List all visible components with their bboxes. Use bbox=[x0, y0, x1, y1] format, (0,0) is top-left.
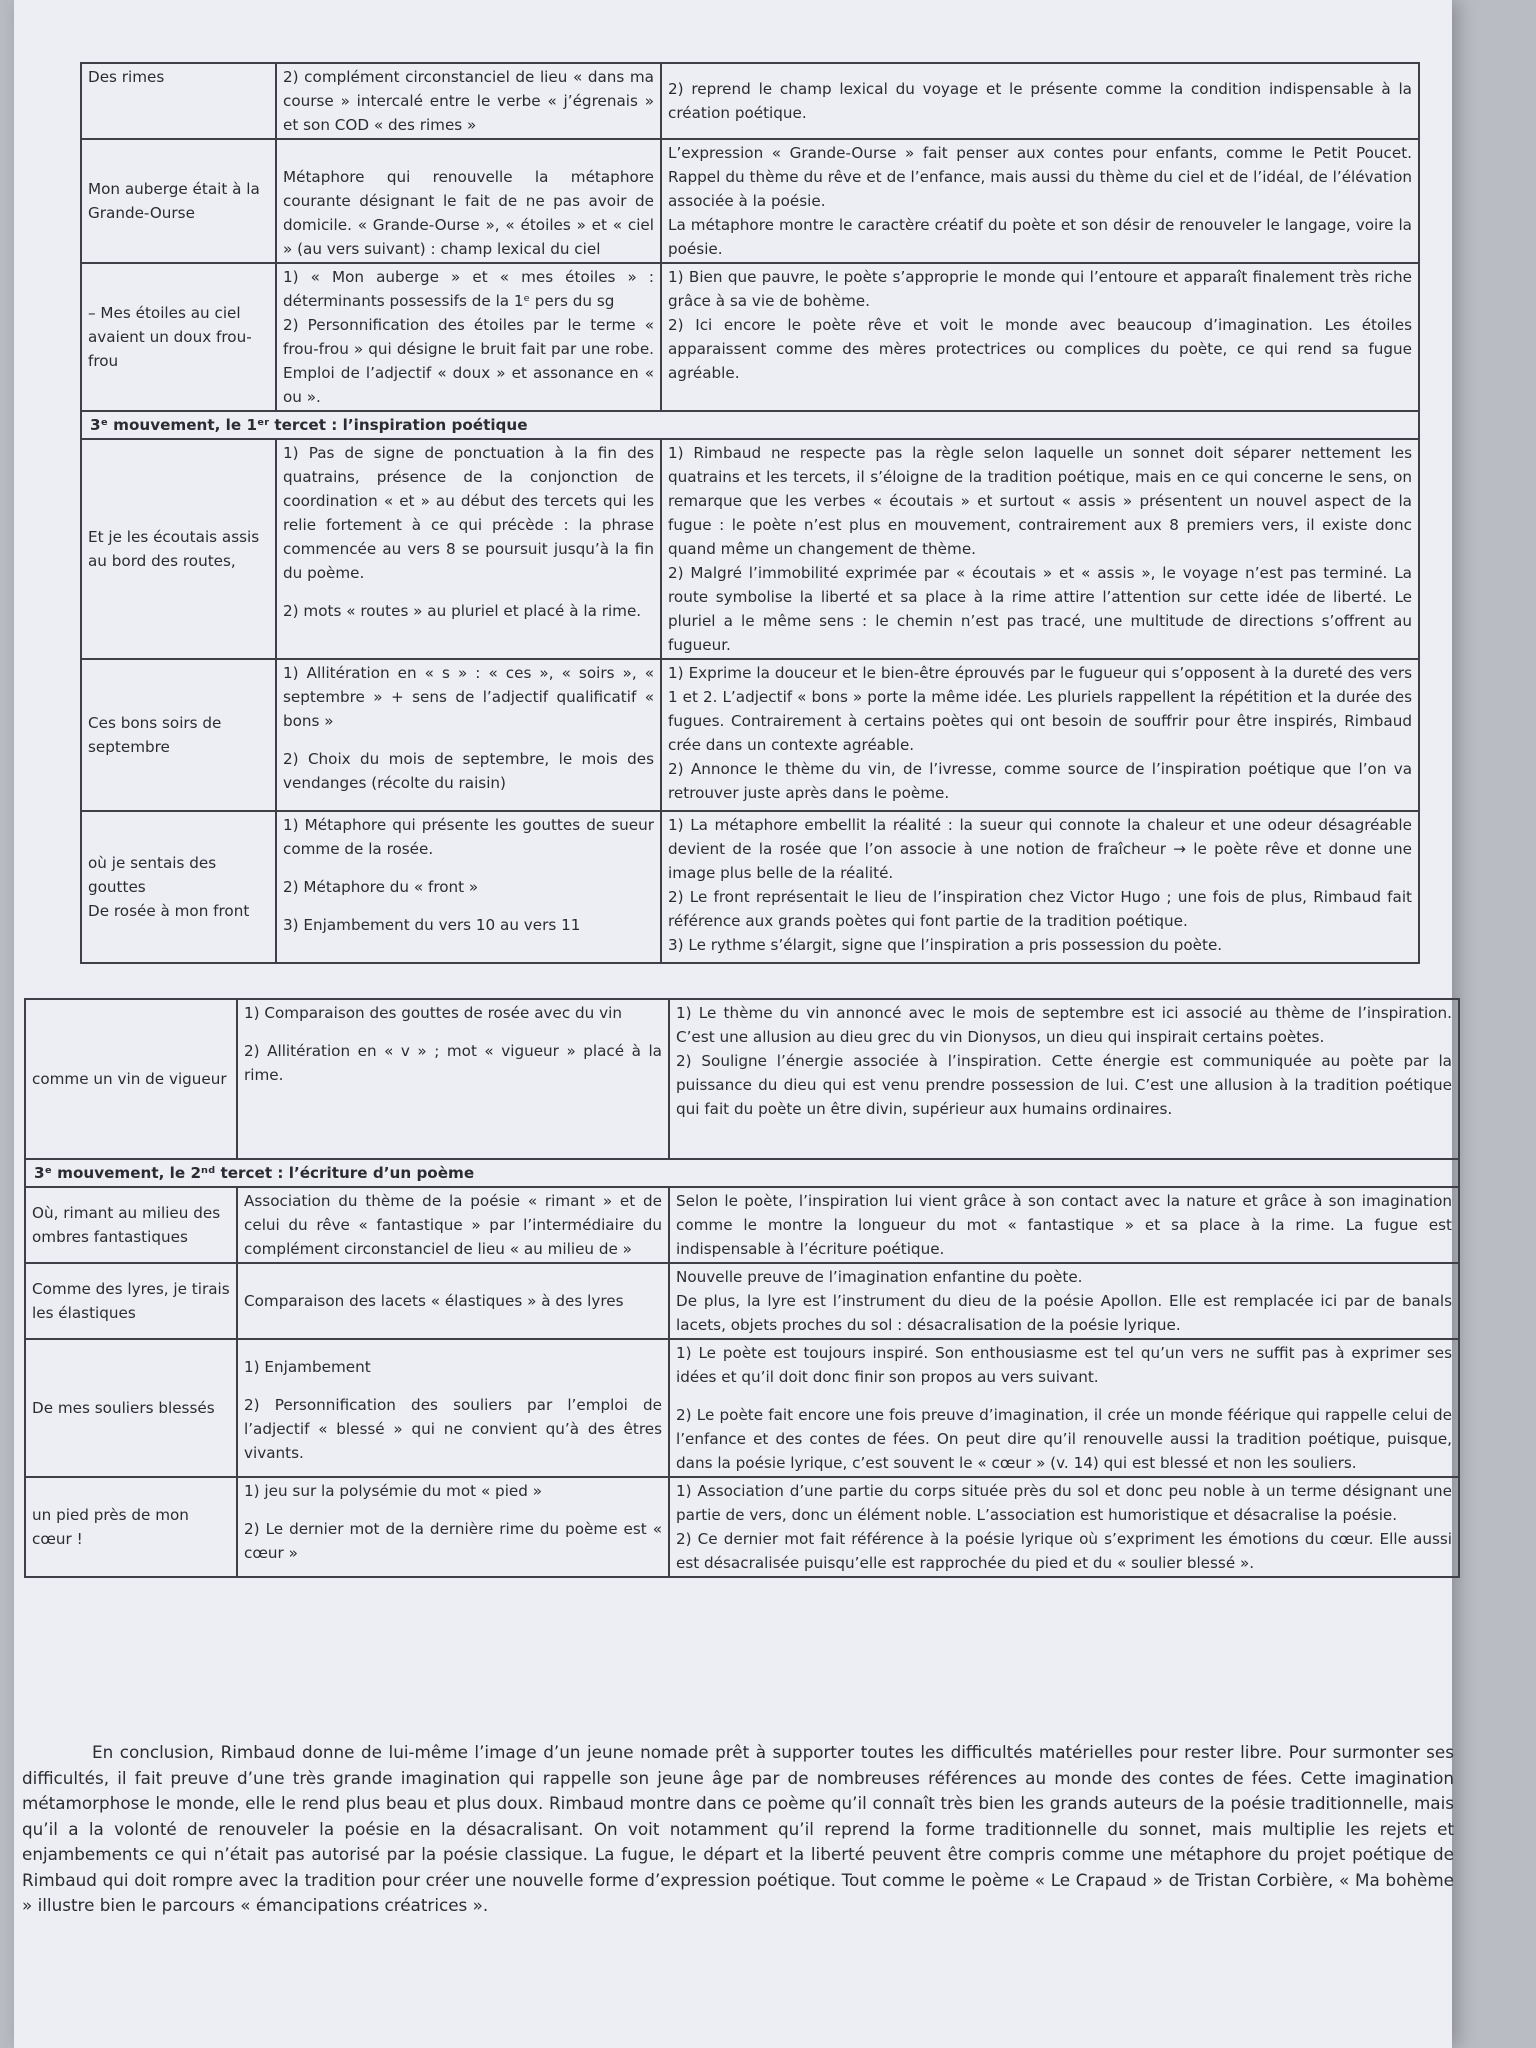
device-text: 1) jeu sur la polysémie du mot « pied » bbox=[244, 1482, 543, 1500]
device-cell bbox=[276, 63, 661, 139]
quote-cell: Et je les écoutais assis au bord des routes, bbox=[81, 439, 276, 659]
spacer bbox=[244, 1379, 662, 1393]
device-text: 1) « Mon auberge » et « mes étoiles » : déterminants possessifs de la 1ᵉ pers du sg bbox=[283, 268, 654, 310]
spacer bbox=[283, 585, 654, 599]
device-text: 2) Personnification des souliers par l’emploi de l’adjectif « blessé » qui ne convient qu’à des êtres vivants. bbox=[244, 1396, 662, 1462]
interpretation-text: 2) Le front représentait le lieu de l’inspiration chez Victor Hugo ; une fois de plus, Rimbaud fait référence aux grands poètes qui font partie de la tradition poétique. bbox=[668, 888, 1412, 930]
interpretation-cell bbox=[661, 263, 1419, 411]
device-cell bbox=[237, 1339, 669, 1477]
device-cell bbox=[276, 263, 661, 411]
device-cell bbox=[237, 999, 669, 1159]
conclusion-paragraph bbox=[22, 1740, 1454, 1919]
interpretation-text: 1) Bien que pauvre, le poète s’approprie le monde qui l’entoure et apparaît finalement très riche grâce à sa vie de bohème. bbox=[668, 268, 1412, 310]
quote-cell: Où, rimant au milieu des ombres fantastiques bbox=[25, 1187, 237, 1263]
interpretation-text: 2) Le poète fait encore une fois preuve d’imagination, il crée un monde féérique qui rappelle celui de l’enfance et des contes de fées. On peut dire qu’il renouvelle aussi la tradition poétique, puisque, dans la poésie lyrique, c’est souvent le « cœur » (v. 14) qui est blessé et non les souliers. bbox=[676, 1406, 1452, 1472]
interpretation-text: 1) La métaphore embellit la réalité : la sueur qui connote la chaleur et une odeur désagréable devient de la rosée que l’on associe à une notion de fraîcheur → le poète rêve et donne une image plus belle de la réalité. bbox=[668, 816, 1412, 882]
interpretation-text: 1) Exprime la douceur et le bien-être éprouvés par le fugueur qui s’opposent à la dureté des vers 1 et 2. L’adjectif « bons » porte la même idée. Les pluriels rappellent la répétition et la durée des fugues. Contrairement à certains poètes qui ont besoin de souffrir pour être inspirés, Rimbaud crée dans un contexte agréable. bbox=[668, 664, 1412, 754]
interpretation-cell bbox=[669, 1263, 1459, 1339]
table-row bbox=[25, 1263, 1459, 1339]
quote-cell: Comme des lyres, je tirais les élastiques bbox=[25, 1263, 237, 1339]
device-text: 1) Comparaison des gouttes de rosée avec du vin bbox=[244, 1004, 622, 1022]
quote-cell: Des rimes bbox=[81, 63, 276, 139]
interpretation-text: 1) Le poète est toujours inspiré. Son enthousiasme est tel qu’un vers ne suffit pas à exprimer ses idées et qu’il doit donc finir son propos au vers suivant. bbox=[676, 1344, 1452, 1386]
interpretation-cell bbox=[669, 1187, 1459, 1263]
table-row bbox=[81, 439, 1419, 659]
table-row bbox=[25, 1477, 1459, 1577]
spacer bbox=[283, 861, 654, 875]
device-text: Métaphore qui renouvelle la métaphore courante désignant le fait de ne pas avoir de domicile. « Grande-Ourse », « étoiles » et « ciel » (au vers suivant) : champ lexical du ciel bbox=[283, 168, 654, 258]
device-text: 1) Allitération en « s » : « ces », « soirs », « septembre » + sens de l’adjectif qualificatif « bons » bbox=[283, 664, 654, 730]
interpretation-cell bbox=[661, 139, 1419, 263]
device-text: Comparaison des lacets « élastiques » à des lyres bbox=[244, 1292, 624, 1310]
device-cell bbox=[237, 1263, 669, 1339]
interpretation-text: 1) Le thème du vin annoncé avec le mois de septembre est ici associé au thème de l’inspiration. C’est une allusion au dieu grec du vin Dionysos, un dieu qui inspirait certains poètes. bbox=[676, 1004, 1452, 1046]
table-row bbox=[81, 263, 1419, 411]
interpretation-text: L’expression « Grande-Ourse » fait penser aux contes pour enfants, comme le Petit Poucet. Rappel du thème du rêve et de l’enfance, mais aussi du thème du ciel et de l’idéal, de l’élévation associée à la poésie. bbox=[668, 144, 1412, 210]
device-text: 2) mots « routes » au pluriel et placé à la rime. bbox=[283, 602, 642, 620]
interpretation-text: 2) Annonce le thème du vin, de l’ivresse, comme source de l’inspiration poétique que l’on va retrouver juste après dans le poème. bbox=[668, 760, 1412, 802]
device-cell bbox=[276, 439, 661, 659]
device-text: 2) Métaphore du « front » bbox=[283, 878, 479, 896]
quote-cell: où je sentais des gouttes De rosée à mon front bbox=[81, 811, 276, 963]
table-row bbox=[25, 1339, 1459, 1477]
interpretation-cell bbox=[661, 811, 1419, 963]
spacer bbox=[244, 1341, 662, 1355]
interpretation-text: 1) Association d’une partie du corps située près du sol et donc peu noble à un terme désignant une partie de vers, donc un élément noble. L’association est humoristique et désacralise la poésie. bbox=[676, 1482, 1452, 1524]
spacer bbox=[244, 1503, 662, 1517]
interpretation-cell bbox=[661, 659, 1419, 811]
interpretation-text: 2) Souligne l’énergie associée à l’inspiration. Cette énergie est communiquée au poète par la puissance du dieu qui est venu prendre possession de lui. C’est une allusion à la tradition poétique qui fait du poète un être divin, supérieur aux humains ordinaires. bbox=[676, 1052, 1452, 1118]
quote-cell: – Mes étoiles au ciel avaient un doux frou-frou bbox=[81, 263, 276, 411]
interpretation-text: 2) Ce dernier mot fait référence à la poésie lyrique où s’expriment les émotions du cœur. Elle aussi est désacralisée puisqu’elle est rapprochée du pied et du « soulier blessé ». bbox=[676, 1530, 1452, 1572]
interpretation-text: 2) reprend le champ lexical du voyage et le présente comme la condition indispensable à la création poétique. bbox=[668, 80, 1412, 122]
interpretation-cell bbox=[669, 1339, 1459, 1477]
spacer bbox=[283, 733, 654, 747]
table-row bbox=[25, 1187, 1459, 1263]
interpretation-cell bbox=[669, 999, 1459, 1159]
device-text: 2) Allitération en « v » ; mot « vigueur » placé à la rime. bbox=[244, 1042, 662, 1084]
device-text: 2) complément circonstanciel de lieu « dans ma course » intercalé entre le verbe « j’égrenais » et son COD « des rimes » bbox=[283, 68, 654, 134]
interpretation-text: 2) Malgré l’immobilité exprimée par « écoutais » et « assis », le voyage n’est pas terminé. La route symbolise la liberté et sa place à la rime attire l’attention sur cette idée de liberté. Le pluriel a le même sens : le chemin n’est pas tracé, une multitude de directions s’offrent au fugueur. bbox=[668, 564, 1412, 654]
interpretation-text: De plus, la lyre est l’instrument du dieu de la poésie Apollon. Elle est remplacée ici par de banals lacets, objets proches du sol : désacralisation de la poésie lyrique. bbox=[676, 1292, 1452, 1334]
section-heading-row bbox=[81, 411, 1419, 439]
interpretation-text: La métaphore montre le caractère créatif du poète et son désir de renouveler le langage, voire la poésie. bbox=[668, 216, 1412, 258]
analysis-table-bottom bbox=[24, 998, 1460, 1578]
interpretation-cell bbox=[661, 63, 1419, 139]
device-cell bbox=[237, 1187, 669, 1263]
quote-cell: Mon auberge était à la Grande-Ourse bbox=[81, 139, 276, 263]
conclusion-text: En conclusion, Rimbaud donne de lui-même l’image d’un jeune nomade prêt à supporter toutes les difficultés matérielles pour rester libre. Pour surmonter ses difficultés, il fait preuve d’une très grande imagination qui rappelle son jeune âge par de nombreuses références au monde des contes de fées. Cette imagination métamorphose le monde, elle le rend plus beau et plus doux. Rimbaud montre dans ce poème qu’il connaît très bien les grands auteurs de la poésie traditionnelle, mais qu’il a la volonté de renouveler la poésie en la désacralisant. On voit notamment qu’il reprend la forme traditionnelle du sonnet, mais multiplie les rejets et enjambements ce qui n’était pas autorisé par la poésie classique. La fugue, le départ et la liberté peuvent être compris comme une métaphore du projet poétique de Rimbaud qui doit rompre avec la tradition pour créer une nouvelle forme d’expression poétique. Tout comme le poème « Le Crapaud » de Tristan Corbière, « Ma bohème » illustre bien le parcours « émancipations créatrices ». bbox=[22, 1742, 1454, 1915]
analysis-table-top bbox=[80, 62, 1420, 964]
device-cell bbox=[237, 1477, 669, 1577]
interpretation-text: Nouvelle preuve de l’imagination enfantine du poète. bbox=[676, 1268, 1083, 1286]
table-row bbox=[81, 659, 1419, 811]
spacer bbox=[283, 899, 654, 913]
table-row bbox=[81, 139, 1419, 263]
device-text: 1) Pas de signe de ponctuation à la fin des quatrains, présence de la conjonction de coordination « et » au début des tercets qui les relie fortement à ce qui précède : la phrase commencée au vers 8 se poursuit jusqu’à la fin du poème. bbox=[283, 444, 654, 582]
section-heading: 3ᵉ mouvement, le 2ⁿᵈ tercet : l’écriture d’un poème bbox=[25, 1159, 1459, 1187]
quote-cell: De mes souliers blessés bbox=[25, 1339, 237, 1477]
table-row bbox=[81, 63, 1419, 139]
table-row bbox=[81, 811, 1419, 963]
interpretation-cell bbox=[669, 1477, 1459, 1577]
device-text: 2) Personnification des étoiles par le terme « frou-frou » qui désigne le bruit fait par une robe. Emploi de l’adjectif « doux » et assonance en « ou ». bbox=[283, 316, 654, 406]
device-text: 3) Enjambement du vers 10 au vers 11 bbox=[283, 916, 581, 934]
device-text: 2) Le dernier mot de la dernière rime du poème est « cœur » bbox=[244, 1520, 662, 1562]
device-text: Association du thème de la poésie « rimant » et de celui du rêve « fantastique » par l’intermédiaire du complément circonstanciel de lieu « au milieu de » bbox=[244, 1192, 662, 1258]
interpretation-text: 2) Ici encore le poète rêve et voit le monde avec beaucoup d’imagination. Les étoiles apparaissent comme des mères protectrices ou complices du poète, ce qui rend sa fugue agréable. bbox=[668, 316, 1412, 382]
device-text: 1) Enjambement bbox=[244, 1358, 371, 1376]
quote-cell: Ces bons soirs de septembre bbox=[81, 659, 276, 811]
spacer bbox=[676, 1389, 1452, 1403]
device-text: 2) Choix du mois de septembre, le mois des vendanges (récolte du raisin) bbox=[283, 750, 654, 792]
interpretation-text: 1) Rimbaud ne respecte pas la règle selon laquelle un sonnet doit séparer nettement les quatrains et les tercets, il s’éloigne de la tradition poétique, mais en ce qui concerne le sens, on remarque que les verbes « écoutais » et surtout « assis » présentent un nouvel aspect de la fugue : le poète n’est plus en mouvement, contrairement aux 8 premiers vers, il existe donc quand même un changement de thème. bbox=[668, 444, 1412, 558]
quote-cell: un pied près de mon cœur ! bbox=[25, 1477, 237, 1577]
interpretation-cell bbox=[661, 439, 1419, 659]
device-cell bbox=[276, 811, 661, 963]
quote-cell: comme un vin de vigueur bbox=[25, 999, 237, 1159]
spacer bbox=[244, 1025, 662, 1039]
device-text: 1) Métaphore qui présente les gouttes de sueur comme de la rosée. bbox=[283, 816, 654, 858]
device-cell bbox=[276, 659, 661, 811]
section-heading-row bbox=[25, 1159, 1459, 1187]
table-row bbox=[25, 999, 1459, 1159]
section-heading: 3ᵉ mouvement, le 1ᵉʳ tercet : l’inspiration poétique bbox=[81, 411, 1419, 439]
device-cell bbox=[276, 139, 661, 263]
interpretation-text: Selon le poète, l’inspiration lui vient grâce à son contact avec la nature et grâce à son imagination comme le montre la longueur du mot « fantastique » et sa place à la rime. La fugue est indispensable à l’écriture poétique. bbox=[676, 1192, 1452, 1258]
interpretation-text: 3) Le rythme s’élargit, signe que l’inspiration a pris possession du poète. bbox=[668, 936, 1223, 954]
